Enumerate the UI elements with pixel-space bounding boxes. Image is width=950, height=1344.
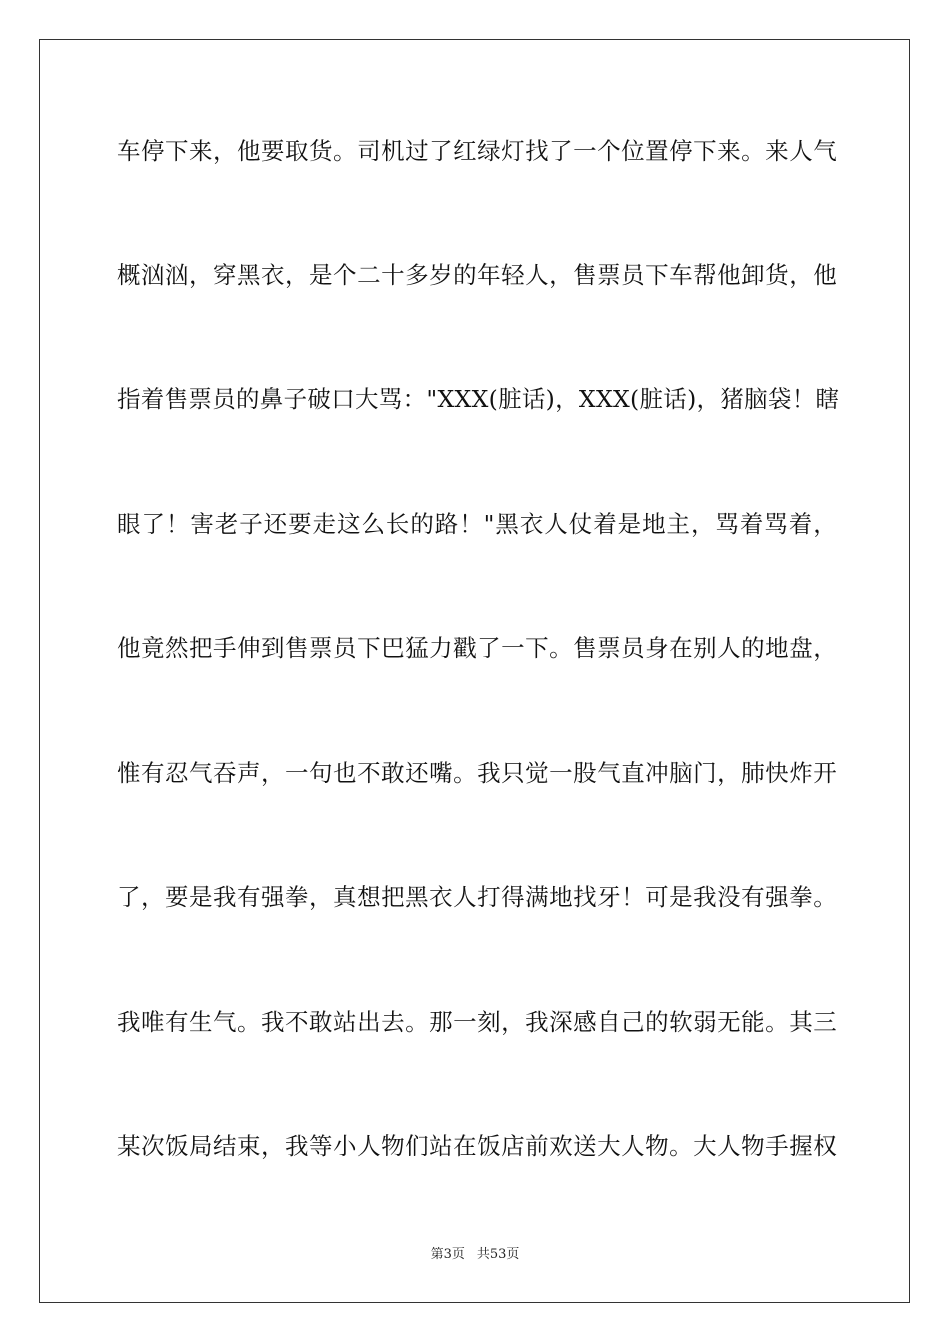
text-line: 他竟然把手伸到售票员下巴猛力戳了一下。售票员身在别人的地盘， bbox=[117, 634, 837, 662]
text-line: 车停下来，他要取货。司机过了红绿灯找了一个位置停下来。来人气 bbox=[117, 137, 837, 165]
text-line: 惟有忍气吞声，一句也不敢还嘴。我只觉一股气直冲脑门，肺快炸开 bbox=[117, 759, 837, 787]
page-border bbox=[39, 39, 910, 1303]
page-number: 第3页 bbox=[430, 1247, 465, 1262]
text-line: 概汹汹，穿黑衣，是个二十多岁的年轻人，售票员下车帮他卸货，他 bbox=[117, 261, 837, 289]
text-line: 某次饭局结束，我等小人物们站在饭店前欢送大人物。大人物手握权 bbox=[117, 1132, 837, 1160]
text-line: 了，要是我有强拳，真想把黑衣人打得满地找牙！可是我没有强拳。 bbox=[117, 883, 837, 911]
text-line: 指着售票员的鼻子破口大骂："XXX(脏话)，XXX(脏话)，猪脑袋！瞎 bbox=[117, 385, 840, 413]
page-total: 共53页 bbox=[476, 1247, 520, 1262]
text-line: 眼了！害老子还要走这么长的路！"黑衣人仗着是地主，骂着骂着， bbox=[117, 510, 837, 538]
text-line: 我唯有生气。我不敢站出去。那一刻，我深感自己的软弱无能。其三 bbox=[117, 1008, 837, 1036]
page-footer bbox=[0, 1246, 950, 1264]
